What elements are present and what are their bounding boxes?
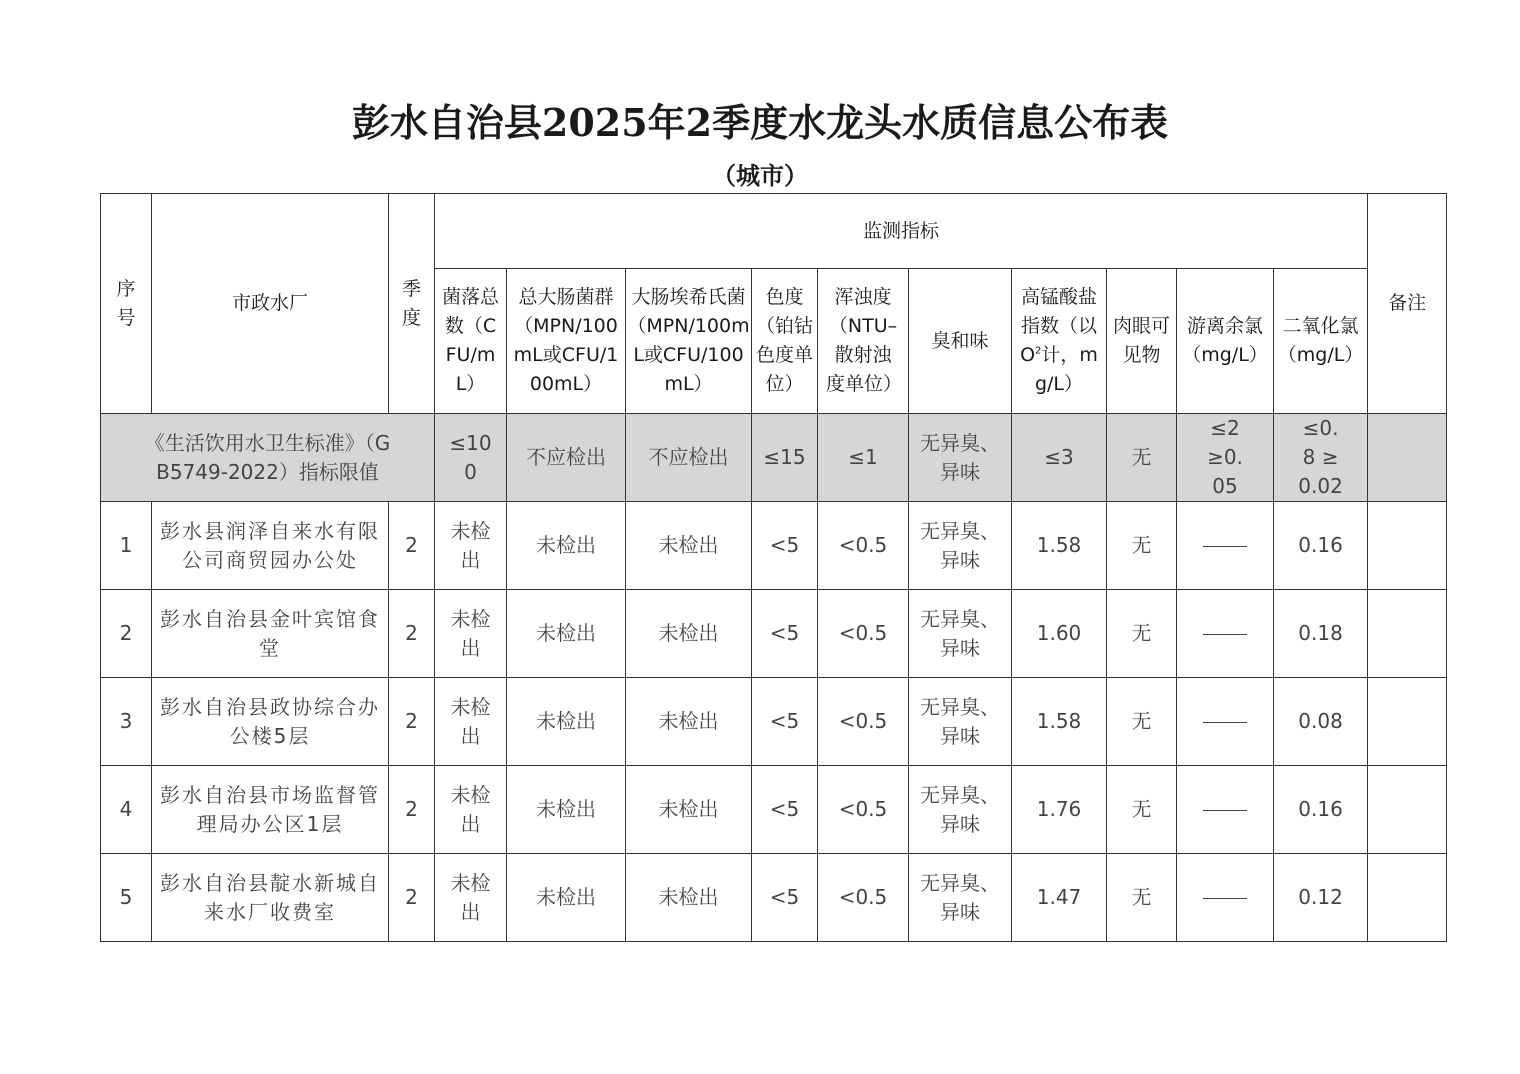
header-total-coliform: 总大肠菌群（MPN/100mL或CFU/100mL） (507, 269, 626, 414)
row-remark (1368, 502, 1447, 590)
standard-odor: 无异臭、异味 (909, 414, 1012, 502)
row-chlorine-dioxide: 0.12 (1274, 854, 1368, 942)
data-rows (101, 502, 1447, 942)
table-row (101, 502, 1447, 590)
row-turbidity: <0.5 (818, 766, 909, 854)
standard-coliform: 不应检出 (507, 414, 626, 502)
header-seq: 序号 (101, 194, 152, 414)
row-ecoli: 未检出 (626, 678, 752, 766)
em-dash-mark (1203, 634, 1247, 635)
row-free-chlorine (1177, 766, 1274, 854)
standard-permanganate: ≤3 (1012, 414, 1107, 502)
row-colony: 未检出 (435, 766, 507, 854)
row-odor: 无异臭、异味 (909, 766, 1012, 854)
header-plant: 市政水厂 (152, 194, 389, 414)
row-visible: 无 (1107, 590, 1177, 678)
row-plant: 彭水自治县政协综合办公楼5层 (152, 678, 389, 766)
row-plant: 彭水自治县市场监督管理局办公区1层 (152, 766, 389, 854)
page-title: 彭水自治县2025年2季度水龙头水质信息公布表 (351, 100, 1169, 145)
row-permanganate: 1.58 (1012, 678, 1107, 766)
row-colony: 未检出 (435, 854, 507, 942)
row-color: <5 (752, 678, 818, 766)
row-colony: 未检出 (435, 502, 507, 590)
row-visible: 无 (1107, 766, 1177, 854)
permanganate-label-pre: 高锰酸盐指数（以O (1020, 286, 1097, 366)
row-visible: 无 (1107, 678, 1177, 766)
row-ecoli: 未检出 (626, 766, 752, 854)
permanganate-label-post: 计，mg/L） (1034, 344, 1098, 395)
row-chlorine-dioxide: 0.16 (1274, 766, 1368, 854)
em-dash-mark (1203, 810, 1247, 811)
row-seq: 2 (101, 590, 152, 678)
em-dash-mark (1203, 898, 1247, 899)
row-ecoli: 未检出 (626, 502, 752, 590)
header-odor: 臭和味 (909, 269, 1012, 414)
row-free-chlorine (1177, 854, 1274, 942)
row-seq: 4 (101, 766, 152, 854)
row-colony: 未检出 (435, 678, 507, 766)
row-permanganate: 1.60 (1012, 590, 1107, 678)
header-colony-count: 菌落总数（CFU/mL） (435, 269, 507, 414)
row-chlorine-dioxide: 0.16 (1274, 502, 1368, 590)
row-color: <5 (752, 854, 818, 942)
water-quality-table (100, 193, 1447, 942)
row-free-chlorine (1177, 678, 1274, 766)
row-chlorine-dioxide: 0.08 (1274, 678, 1368, 766)
standard-remark (1368, 414, 1447, 502)
row-coliform: 未检出 (507, 590, 626, 678)
row-turbidity: <0.5 (818, 678, 909, 766)
em-dash-mark (1203, 546, 1247, 547)
header-ecoli: 大肠埃希氏菌（MPN/100mL或CFU/100mL） (626, 269, 752, 414)
header-color: 色度（铂钴色度单位） (752, 269, 818, 414)
standard-label: 《生活饮用水卫生标准》（GB5749-2022）指标限值 (101, 414, 435, 502)
row-free-chlorine (1177, 590, 1274, 678)
row-visible: 无 (1107, 502, 1177, 590)
row-seq: 5 (101, 854, 152, 942)
row-permanganate: 1.47 (1012, 854, 1107, 942)
row-remark (1368, 854, 1447, 942)
row-season: 2 (389, 502, 435, 590)
header-turbidity: 浑浊度（NTU–散射浊度单位） (818, 269, 909, 414)
permanganate-label-sup: 2 (1035, 345, 1042, 357)
standard-row (101, 414, 1447, 502)
row-color: <5 (752, 590, 818, 678)
row-season: 2 (389, 854, 435, 942)
row-coliform: 未检出 (507, 854, 626, 942)
row-color: <5 (752, 502, 818, 590)
row-odor: 无异臭、异味 (909, 854, 1012, 942)
row-seq: 3 (101, 678, 152, 766)
em-dash-mark (1203, 722, 1247, 723)
row-permanganate: 1.76 (1012, 766, 1107, 854)
row-chlorine-dioxide: 0.18 (1274, 590, 1368, 678)
row-plant: 彭水自治县靛水新城自来水厂收费室 (152, 854, 389, 942)
standard-color: ≤15 (752, 414, 818, 502)
row-season: 2 (389, 766, 435, 854)
header-permanganate (1012, 269, 1107, 414)
table-row (101, 854, 1447, 942)
row-season: 2 (389, 678, 435, 766)
row-permanganate: 1.58 (1012, 502, 1107, 590)
standard-ecoli: 不应检出 (626, 414, 752, 502)
header-row-group (101, 194, 1447, 269)
header-chlorine-dioxide: 二氧化氯（mg/L） (1274, 269, 1368, 414)
standard-chlorine-dioxide: ≤0.8 ≥0.02 (1274, 414, 1368, 502)
table-row (101, 766, 1447, 854)
header-season: 季度 (389, 194, 435, 414)
row-coliform: 未检出 (507, 678, 626, 766)
row-coliform: 未检出 (507, 502, 626, 590)
row-turbidity: <0.5 (818, 590, 909, 678)
row-plant: 彭水自治县金叶宾馆食堂 (152, 590, 389, 678)
row-remark (1368, 678, 1447, 766)
row-free-chlorine (1177, 502, 1274, 590)
standard-turbidity: ≤1 (818, 414, 909, 502)
table-row (101, 590, 1447, 678)
row-colony: 未检出 (435, 590, 507, 678)
row-turbidity: <0.5 (818, 502, 909, 590)
row-odor: 无异臭、异味 (909, 502, 1012, 590)
row-remark (1368, 766, 1447, 854)
header-monitoring-indicators: 监测指标 (435, 194, 1368, 269)
row-color: <5 (752, 766, 818, 854)
row-visible: 无 (1107, 854, 1177, 942)
standard-visible: 无 (1107, 414, 1177, 502)
page-subtitle: （城市） (712, 162, 808, 190)
row-odor: 无异臭、异味 (909, 590, 1012, 678)
header-remark: 备注 (1368, 194, 1447, 414)
standard-free-chlorine: ≤2 ≥0.05 (1177, 414, 1274, 502)
table-row (101, 678, 1447, 766)
row-seq: 1 (101, 502, 152, 590)
standard-colony: ≤100 (435, 414, 507, 502)
row-turbidity: <0.5 (818, 854, 909, 942)
row-ecoli: 未检出 (626, 590, 752, 678)
header-free-chlorine: 游离余氯（mg/L） (1177, 269, 1274, 414)
row-season: 2 (389, 590, 435, 678)
row-remark (1368, 590, 1447, 678)
row-odor: 无异臭、异味 (909, 678, 1012, 766)
row-coliform: 未检出 (507, 766, 626, 854)
row-ecoli: 未检出 (626, 854, 752, 942)
row-plant: 彭水县润泽自来水有限公司商贸园办公处 (152, 502, 389, 590)
header-visible-matter: 肉眼可见物 (1107, 269, 1177, 414)
